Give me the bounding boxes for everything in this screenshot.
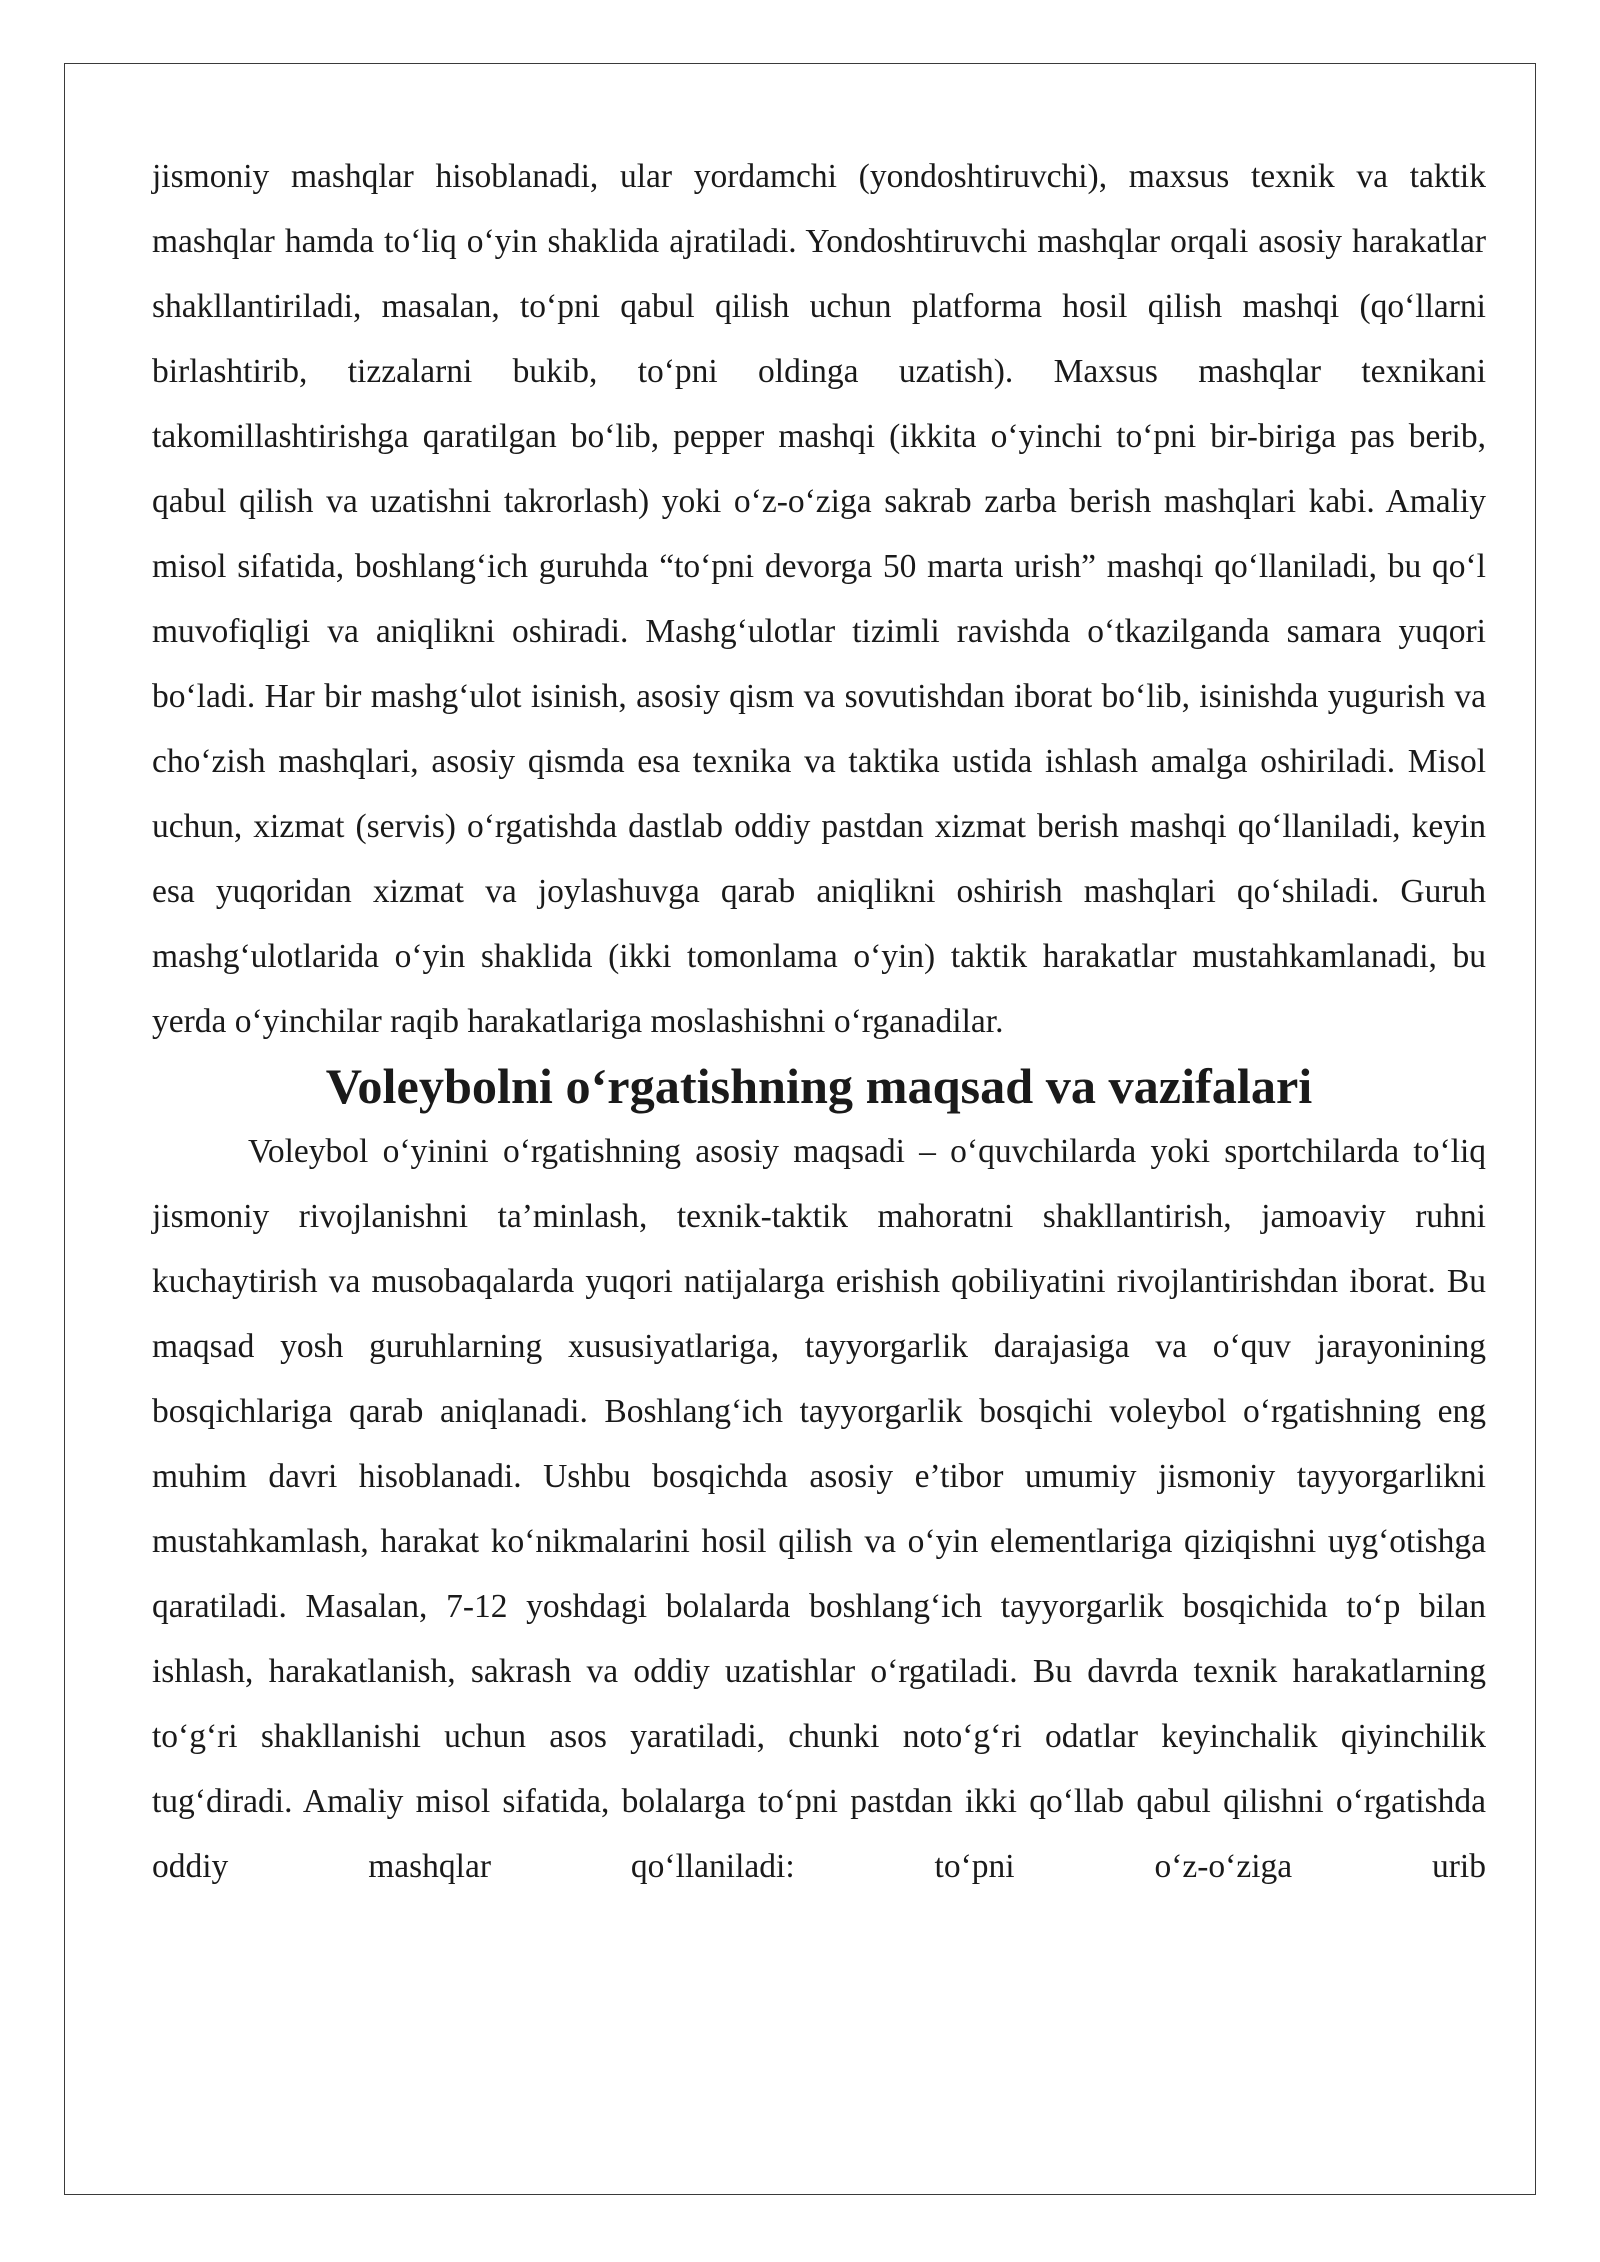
section-heading: Voleybolni o‘rgatishning maqsad va vazifalari bbox=[325, 1058, 1313, 1114]
body-paragraph: jismoniy mashqlar hisoblanadi, ular yordamchi (yondoshtiruvchi), maxsus texnik va taktik mashqlar hamda to‘liq o‘yin shaklida ajratiladi. Yondoshtiruvchi mashqlar orqali asosiy harakatlar shakllantiriladi, masalan, to‘pni qabul qilish uchun platforma hosil qilish mashqi (qo‘llarni birlashtirib, tizzalarni bukib, to‘pni oldinga uzatish). Maxsus mashqlar texnikani takomillashtirishga qaratilgan bo‘lib, pepper mashqi (ikkita o‘yinchi to‘pni bir-biriga pas berib, qabul qilish va uzatishni takrorlash) yoki o‘z-o‘ziga sakrab zarba berish mashqlari kabi. Amaliy misol sifatida, boshlang‘ich guruhda “to‘pni devorga 50 marta urish” mashqi qo‘llaniladi, bu qo‘l muvofiqligi va aniqlikni oshiradi. Mashg‘ulotlar tizimli ravishda o‘tkazilganda samara yuqori bo‘ladi. Har bir mashg‘ulot isinish, asosiy qism va sovutishdan iborat bo‘lib, isinishda yugurish va cho‘zish mashqlari, asosiy qismda esa texnika va taktika ustida ishlash amalga oshiriladi. Misol uchun, xizmat (servis) o‘rgatishda dastlab oddiy pastdan xizmat berish mashqi qo‘llaniladi, keyin esa yuqoridan xizmat va joylashuvga qarab aniqlikni oshirish mashqlari qo‘shiladi. Guruh mashg‘ulotlarida o‘yin shaklida (ikki tomonlama o‘yin) taktik harakatlar mustahkamlanadi, bu yerda o‘yinchilar raqib harakatlariga moslashishni o‘rganadilar. bbox=[152, 158, 1486, 1040]
document-body bbox=[152, 144, 1486, 1899]
body-paragraph: Voleybol o‘yinini o‘rgatishning asosiy maqsadi – o‘quvchilarda yoki sportchilarda to‘liq jismoniy rivojlanishni ta’minlash, texnik-taktik mahoratni shakllantirish, jamoaviy ruhni kuchaytirish va musobaqalarda yuqori natijalarga erishish qobiliyatini rivojlantirishdan iborat. Bu maqsad yosh guruhlarning xususiyatlariga, tayyorgarlik darajasiga va o‘quv jarayonining bosqichlariga qarab aniqlanadi. Boshlang‘ich tayyorgarlik bosqichi voleybol o‘rgatishning eng muhim davri hisoblanadi. Ushbu bosqichda asosiy e’tibor umumiy jismoniy tayyorgarlikni mustahkamlash, harakat ko‘nikmalarini hosil qilish va o‘yin elementlariga qiziqishni uyg‘otishga qaratiladi. Masalan, 7-12 yoshdagi bolalarda boshlang‘ich tayyorgarlik bosqichida to‘p bilan ishlash, harakatlanish, sakrash va oddiy uzatishlar o‘rgatiladi. Bu davrda texnik harakatlarning to‘g‘ri shakllanishi uchun asos yaratiladi, chunki noto‘g‘ri odatlar keyinchalik qiyinchilik tug‘diradi. Amaliy misol sifatida, bolalarga to‘pni pastdan ikki qo‘llab qabul qilishni o‘rgatishda oddiy mashqlar qo‘llaniladi: to‘pni o‘z-o‘ziga urib bbox=[152, 1133, 1486, 1885]
